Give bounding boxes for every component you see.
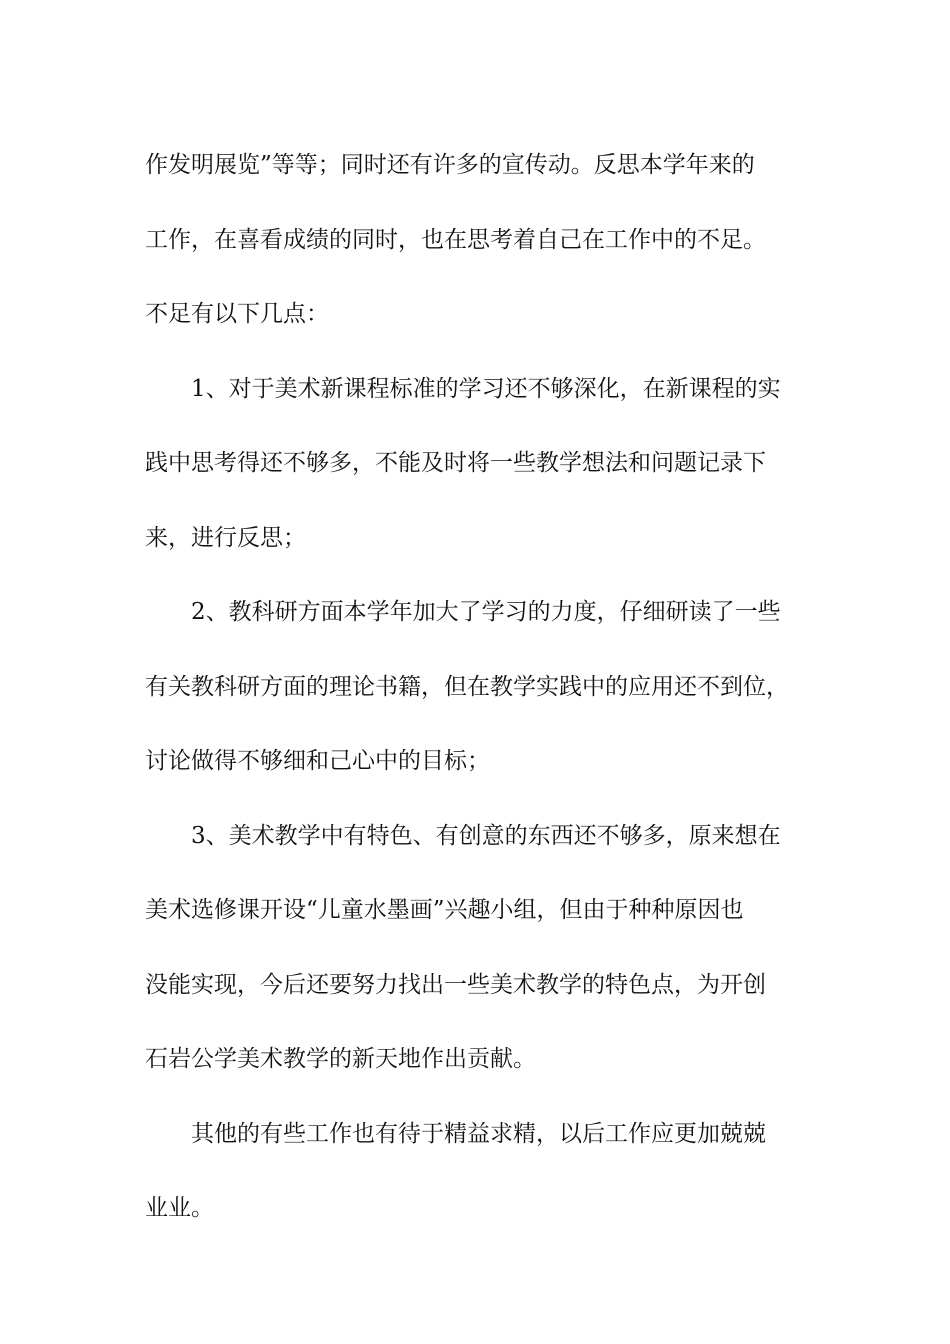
paragraph-point-3 (145, 799, 810, 1097)
text-line: 讨论做得不够细和己心中的目标； (145, 748, 490, 774)
paragraph-closing (145, 1097, 810, 1246)
text-line: 美术选修课开设“儿童水墨画”兴趣小组，但由于种种原因也 (145, 897, 744, 923)
paragraph-continuation (145, 128, 810, 352)
text-line: 1、对于美术新课程标准的学习还不够深化，在新课程的实 (191, 375, 781, 402)
text-line: 石岩公学美术教学的新天地作出贡献。 (145, 1046, 536, 1072)
document-body (145, 128, 810, 1246)
text-line: 3、美术教学中有特色、有创意的东西还不够多，原来想在 (191, 822, 781, 849)
text-line: 业业。 (145, 1195, 214, 1221)
text-line: 来，进行反思； (145, 524, 306, 551)
text-line: 工作，在喜看成绩的同时，也在思考着自己在工作中的不足。 (145, 226, 766, 253)
text-line: 践中思考得还不够多，不能及时将一些教学想法和问题记录下 (145, 450, 766, 476)
text-line: 其他的有些工作也有待于精益求精，以后工作应更加兢兢 (191, 1120, 766, 1147)
text-line: 有关教科研方面的理论书籍，但在教学实践中的应用还不到位， (145, 673, 789, 700)
text-line: 2、教科研方面本学年加大了学习的力度，仔细研读了一些 (191, 599, 781, 625)
text-line: 不足有以下几点： (145, 301, 329, 327)
paragraph-point-2 (145, 575, 810, 799)
text-line: 作发明展览”等等；同时还有许多的宣传动。反思本学年来的 (145, 152, 755, 178)
text-line: 没能实现，今后还要努力找出一些美术教学的特色点，为开创 (145, 971, 766, 998)
paragraph-point-1 (145, 352, 810, 576)
